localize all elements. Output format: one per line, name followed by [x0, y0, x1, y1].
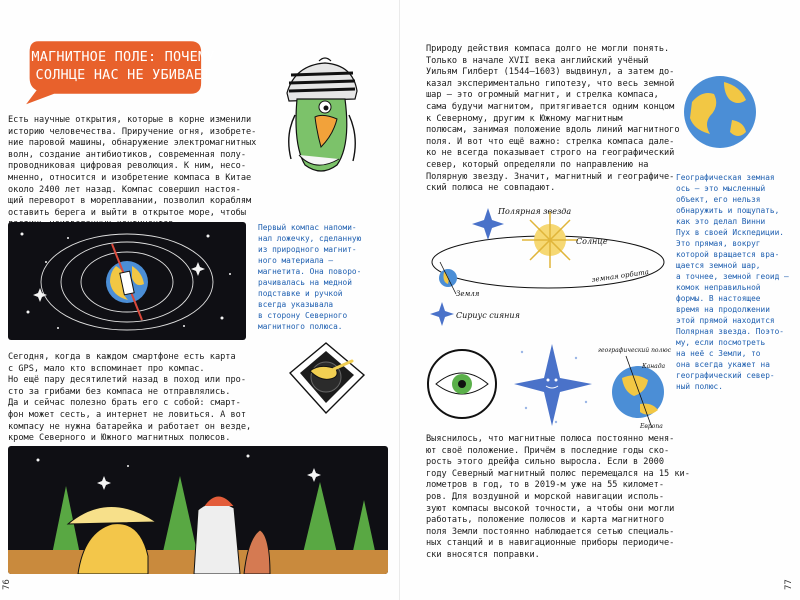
sun-icon	[522, 212, 578, 268]
right-page	[400, 0, 800, 600]
label-europe: Европа	[640, 423, 663, 430]
orbit-diagram	[426, 200, 676, 340]
star-character-icon	[514, 344, 592, 426]
bird-illustration	[275, 55, 365, 180]
gilbert-paragraph: Природу действия компаса долго не могли понять. Только в начале XVII века английский учёный Уильям Гилберт (1544–1603) выдвинул, а затем до- казал экспериментально гипотезу, что весь земной шар — это огромный магнит, и стрелка компаса, сама будучи магнитом, притягивается одним концом к Северному, другим к Южному магнитным полюсам, занимая положение вдоль линий магнитного поля. И вот что ещё важно: стрелка компаса дале- ко не всегда показывает строго на географический север, который определяли по направлению на Полярную звезду. Значит, магнитный и географиче- ский полюса не совпадают.	[426, 44, 680, 194]
forest-panel	[8, 446, 388, 574]
magnetic-field-illustration	[8, 222, 246, 340]
pole-drift-paragraph: Выяснилось, что магнитные полюса постоянно меня- ют своё положение. Причём в последние годы ско- рость этого дрейфа сильно выросла. Если в 2000 году Северный магнитный полюс перемещался на 15 ки- лометров в год, то в 2019-м уже на 55 километ- ров. Для воздушной и морской навигации исполь- зуют компасы высокой точности, а чтобы они могли работать, положение полюсов и карта магнитного поля Земли постоянно наблюдается сетью специаль- ных станций и в навигационные приборы периодиче- ски вносятся поправки.	[426, 434, 690, 560]
heading-line-2: СОЛНЦЕ НАС НЕ УБИВАЕТ	[35, 67, 211, 83]
label-polar-star: Полярная звезда	[498, 207, 572, 216]
forest-illustration	[8, 446, 388, 574]
label-earth-orbit: земная орбита	[591, 268, 650, 284]
page-number-right: 77	[784, 579, 794, 590]
label-earth: Земля	[456, 290, 480, 298]
label-canada: Канада	[642, 363, 666, 370]
label-geo-pole: географический полюс	[598, 347, 672, 354]
earth-field-panel	[8, 222, 246, 340]
label-sun: Солнце	[576, 237, 608, 246]
eye-star-globe-illustration	[426, 338, 676, 430]
intro-paragraph: Есть научные открытия, которые в корне изменили историю человечества. Приручение огня, изобрете- ние паровой машины, обнаружение электромагнитных волн, создание антибиотиков, современная полу- проводниковая цифровая революция. К ним, несо- мненно, относится и изобретение компаса в Китае около 2400 лет назад. Компас совершил настоя- щий переворот в мореплавании, позволил кораблям оставить берега и выйти в открытое море, чтобы	[8, 115, 257, 218]
sirius-star-icon	[430, 302, 454, 326]
page-number-left: 76	[2, 579, 12, 590]
ancient-compass-illustration	[280, 333, 372, 423]
chapter-heading	[28, 48, 218, 84]
heading-line-1: МАГНИТНОЕ ПОЛЕ: ПОЧЕМУ	[31, 49, 215, 65]
geo-axis-side-note: Географическая земная ось — это мысленный объект, его нельзя обнаружить и пощупать, как это делал Винни Пух в своей Искпедиции. Это прямая, вокруг которой вращается вра- щается земной шар, а точнее, земной геоид — комок неправильной формы. В настоящее время на продолжении этой прямой находится Полярная звезда. Поэто- му, если посмотреть на неё с Земли, то она всегда укажет на географический север- ный полюс.	[676, 173, 789, 391]
label-sirius: Сириус сияния	[456, 311, 520, 320]
compass-side-note: Первый компас напоми- нал ложечку, сделанную из природного магнит- ного материала — магнетита. Она поворо- рачивалась на медной подставке и ручкой всегда указывала в сторону Северного магнитного полюса.	[258, 223, 362, 331]
today-paragraph: Сегодня, когда в каждом смартфоне есть карта с GPS, мало кто вспоминает про компас. Но ещё пару десятилетий назад в поход или про- сто за грибами без компаса не отправлялись. Да и сейчас полезно брать его с собой: смарт- фон может сесть, а интернет не ловиться. А вот компасу не нужна батарейка и работает он везде, кроме Северного и Южного магнитных полюсов.	[8, 352, 252, 444]
globe-illustration	[680, 72, 760, 152]
